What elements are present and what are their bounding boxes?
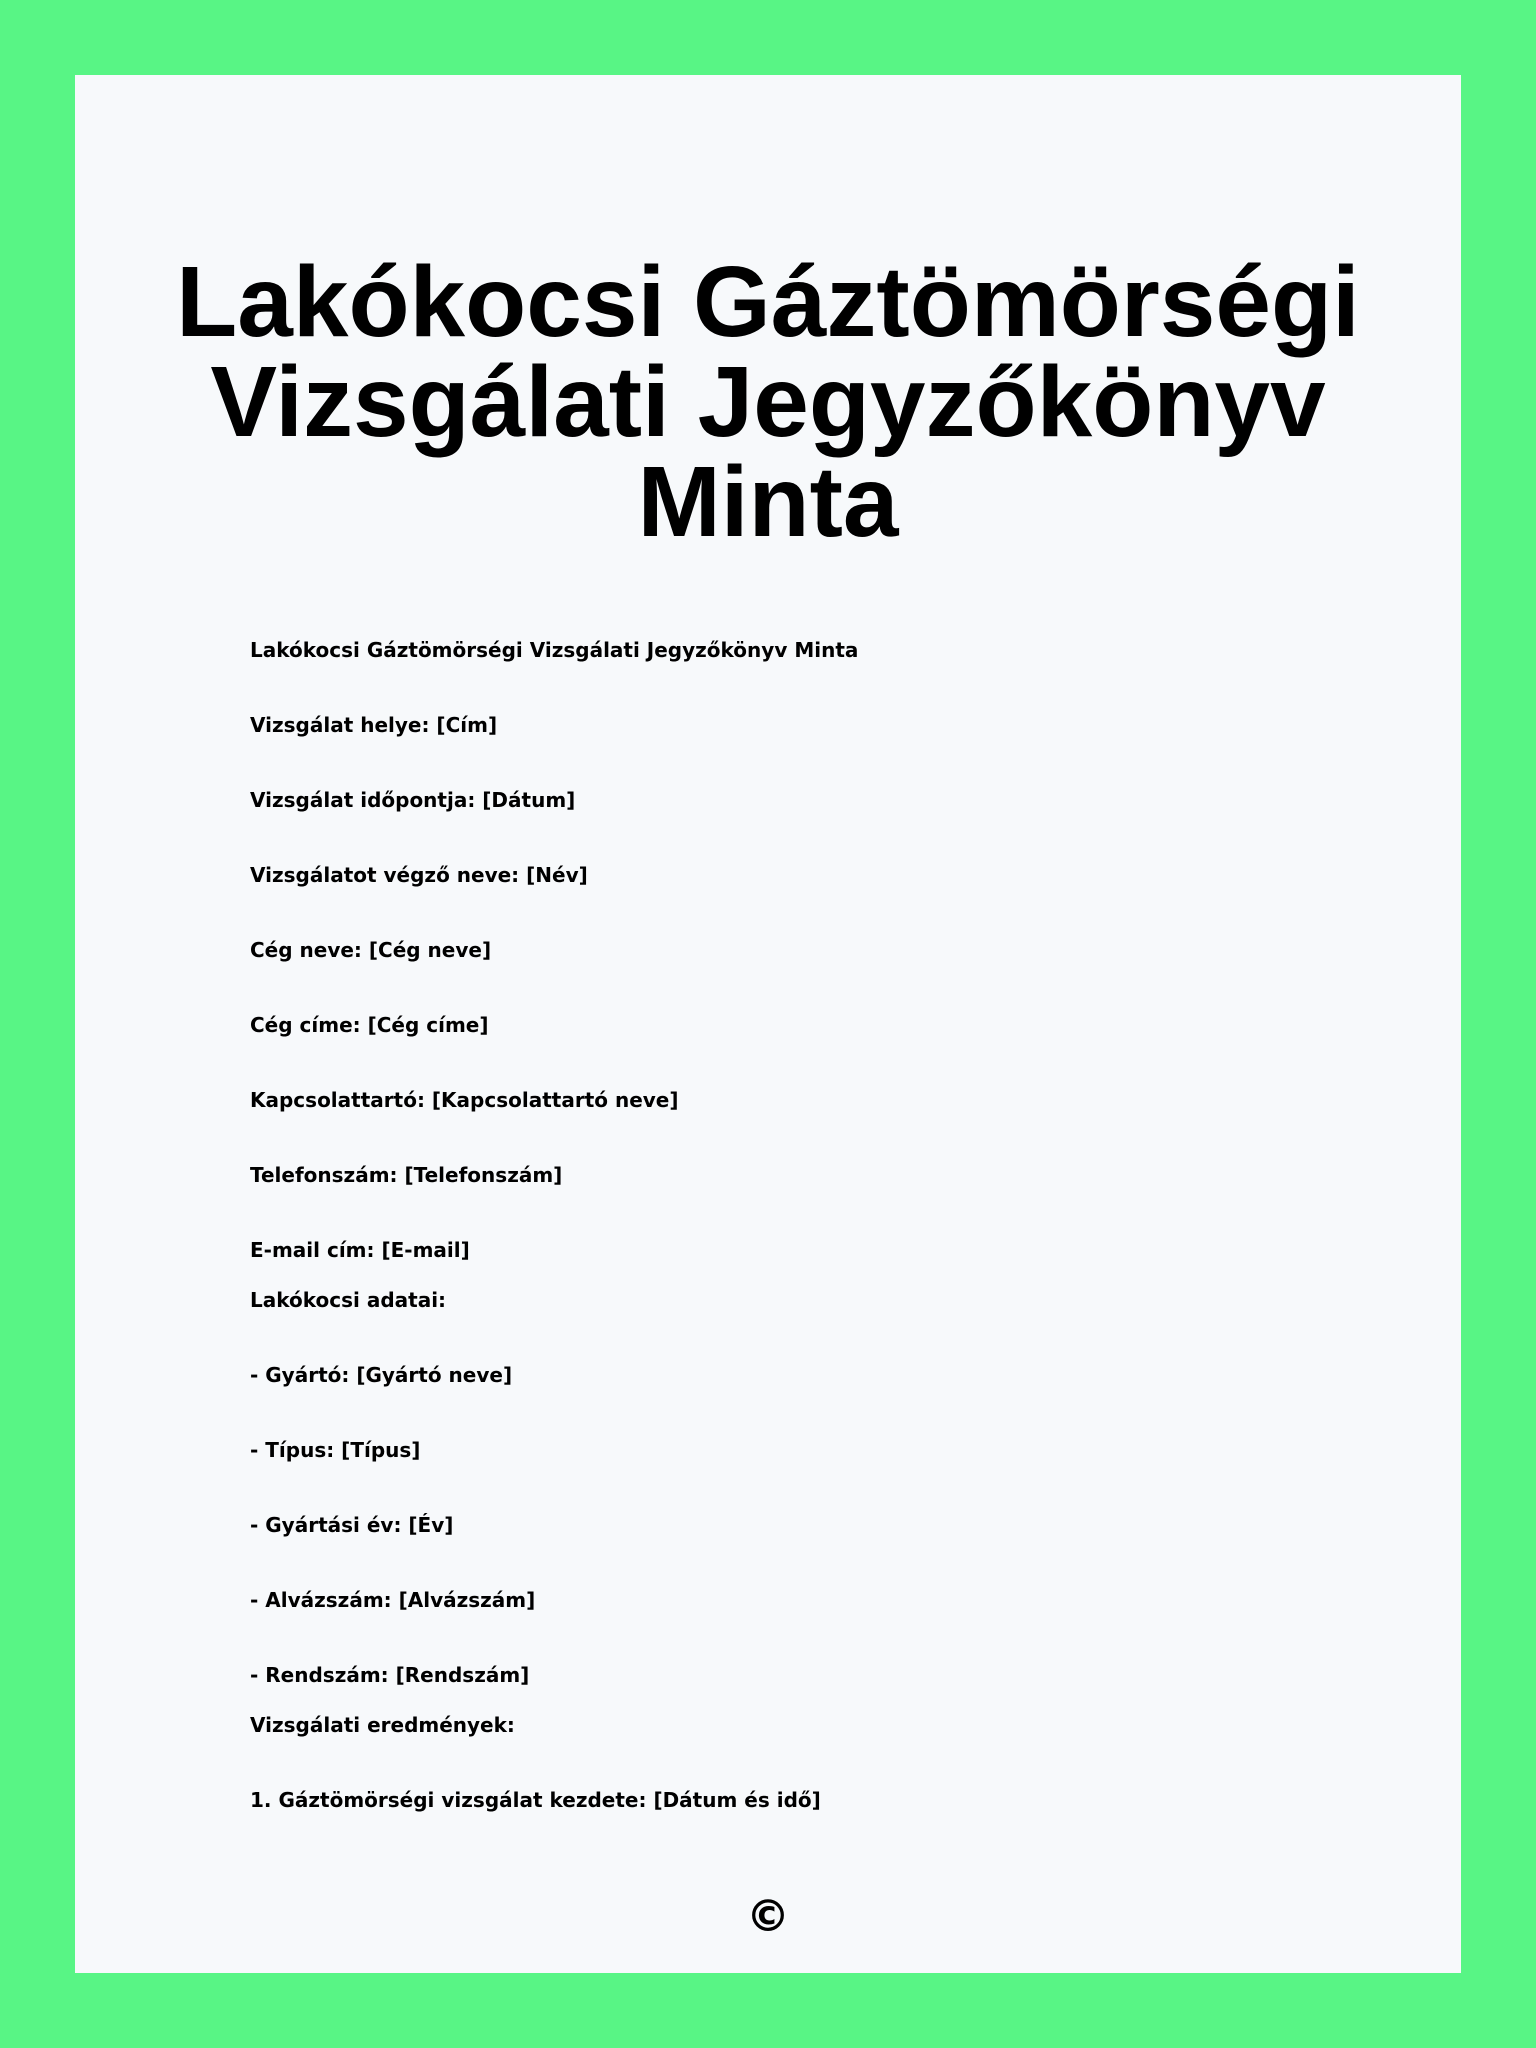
vehicle-chassis-number: - Alvázszám: [Alvázszám]	[250, 1588, 536, 1612]
title-line-1: Lakókocsi Gáztömörségi	[176, 246, 1360, 358]
field-contact: Kapcsolattartó: [Kapcsolattartó neve]	[250, 1088, 679, 1112]
document-body	[250, 638, 1350, 1813]
vehicle-plate-number: - Rendszám: [Rendszám]	[250, 1663, 530, 1687]
document-title	[75, 246, 1461, 558]
field-email: E-mail cím: [E-mail]	[250, 1238, 470, 1262]
vehicle-heading: Lakókocsi adatai:	[250, 1288, 447, 1312]
field-company-name: Cég neve: [Cég neve]	[250, 938, 492, 962]
field-date: Vizsgálat időpontja: [Dátum]	[250, 788, 576, 812]
field-phone: Telefonszám: [Telefonszám]	[250, 1163, 563, 1187]
vehicle-year: - Gyártási év: [Év]	[250, 1513, 454, 1537]
results-heading: Vizsgálati eredmények:	[250, 1713, 515, 1737]
results-item: 1. Gáztömörségi vizsgálat kezdete: [Dátum és idő]	[250, 1788, 821, 1812]
field-location: Vizsgálat helye: [Cím]	[250, 713, 498, 737]
vehicle-manufacturer: - Gyártó: [Gyártó neve]	[250, 1363, 513, 1387]
title-line-2: Vizsgálati Jegyzőkönyv	[210, 346, 1326, 458]
field-company-address: Cég címe: [Cég címe]	[250, 1013, 489, 1037]
field-inspector-name: Vizsgálatot végző neve: [Név]	[250, 863, 588, 887]
copyright-icon: ©	[746, 1891, 790, 1942]
vehicle-type: - Típus: [Típus]	[250, 1438, 421, 1462]
document-page	[75, 75, 1461, 1973]
intro-line: Lakókocsi Gáztömörségi Vizsgálati Jegyzőkönyv Minta	[250, 638, 859, 662]
title-line-3: Minta	[637, 446, 899, 558]
